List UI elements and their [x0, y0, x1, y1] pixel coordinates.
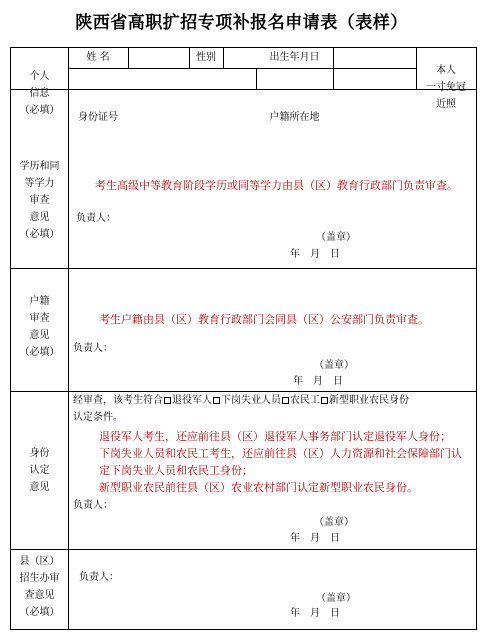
identity-section-label: 身份 认定 意见	[29, 448, 50, 493]
photo-area[interactable]: 本人 一寸免冠 近照	[426, 65, 466, 110]
education-review-note: 考生高级中等教育阶段学历或同等学力由县（区）教育行政部门负责审查。	[95, 179, 458, 192]
birth-date-field[interactable]	[334, 49, 416, 67]
new-farmer-note: 新型职业农民前往县（区）农业农村部门认定新型职业农民身份。	[99, 481, 418, 494]
county-signer-label: 负责人：	[79, 572, 119, 583]
id-number-field[interactable]	[129, 109, 255, 127]
row-divider	[68, 68, 416, 69]
county-section-label: 县（区） 招生办审 查意见 （必填）	[19, 556, 60, 618]
gender-label: 性别	[196, 52, 216, 63]
education-seal-label: （盖章）	[316, 232, 356, 243]
application-form	[10, 47, 477, 630]
form-title: 陕西省高职扩招专项补报名申请表（表样）	[75, 13, 408, 33]
hukou-date-label: 年 月 日	[293, 376, 343, 387]
hukou-review-note: 考生户籍由县（区）教育行政部门会同县（区）公安部门负责审查。	[99, 313, 429, 326]
name-field[interactable]	[129, 49, 188, 67]
identity-date-label: 年 月 日	[290, 533, 340, 544]
education-date-label: 年 月 日	[290, 249, 340, 260]
id-number-label: 身份证号	[78, 112, 118, 123]
hukou-location-field[interactable]	[334, 109, 416, 127]
county-date-label: 年 月 日	[290, 608, 340, 619]
row-divider	[11, 268, 476, 269]
identity-statement: 经审查，该考生符合 退役军人 下岗失业人员 农民工 新型职业农民身份 认定条件。	[73, 395, 409, 423]
hukou-seal-label: （盖章）	[314, 360, 354, 371]
new-farmer-checkbox[interactable]	[321, 397, 328, 404]
education-signer-label: 负责人：	[76, 213, 116, 224]
county-seal-label: （盖章）	[316, 593, 356, 604]
identity-signer-label: 负责人：	[73, 500, 113, 511]
veteran-checkbox[interactable]	[164, 397, 171, 404]
migrant-worker-checkbox[interactable]	[282, 397, 289, 404]
row-divider	[11, 391, 476, 392]
birth-date-label: 出生年月日	[269, 52, 320, 63]
hukou-section-label: 户籍 审查 意见 （必填）	[19, 296, 60, 358]
gender-field[interactable]	[224, 49, 256, 67]
personal-section-label: 个人 信息 （必填）	[19, 71, 60, 116]
identity-seal-label: （盖章）	[314, 517, 354, 528]
column-divider	[256, 68, 257, 89]
name-label: 姓 名	[86, 52, 110, 63]
column-divider	[68, 48, 69, 629]
hukou-location-label: 户籍所在地	[269, 112, 320, 123]
laid-off-migrant-note: 下岗失业人员和农民工考生，还应前往县（区）人力资源和社会保障部门认定下岗失业人员和农民工身份；	[99, 447, 462, 477]
veteran-note: 退役军人考生，还应前往县（区）退役军人事务部门认定退役军人身份；	[99, 430, 451, 443]
row-divider	[11, 89, 476, 90]
education-section-label: 学历和同 等学力 审查 意见 （必填）	[19, 161, 60, 240]
laid-off-checkbox[interactable]	[213, 397, 220, 404]
row-divider	[11, 549, 476, 550]
hukou-signer-label: 负责人：	[73, 343, 113, 354]
